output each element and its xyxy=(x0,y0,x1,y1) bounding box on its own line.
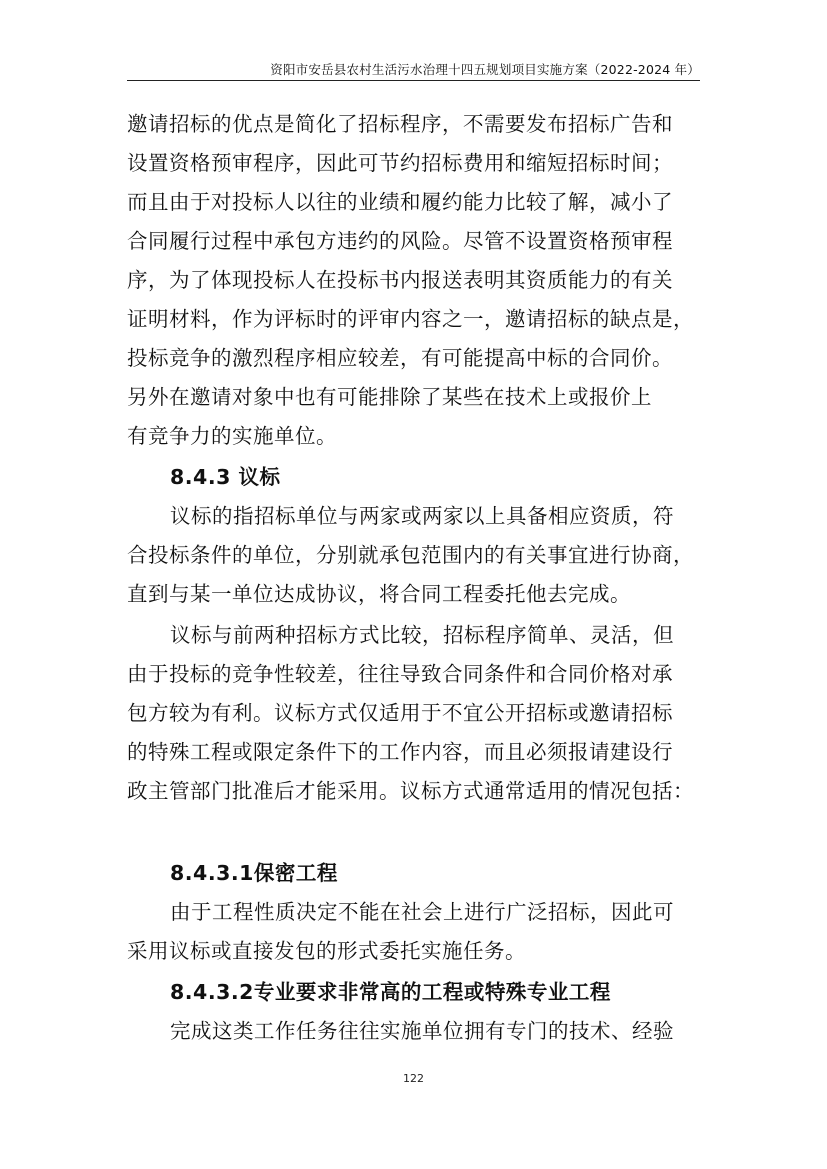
section-heading: 8.4.3.1保密工程 xyxy=(170,861,338,885)
paragraph-line: 邀请招标的优点是简化了招标程序，不需要发布招标广告和 xyxy=(127,112,673,136)
paragraph-line: 另外在邀请对象中也有可能排除了某些在技术上或报价上 xyxy=(127,385,652,409)
paragraph-line: 而且由于对投标人以往的业绩和履约能力比较了解，减小了 xyxy=(127,190,673,214)
header-divider xyxy=(127,80,700,81)
paragraph-line: 投标竞争的激烈程序相应较差，有可能提高中标的合同价。 xyxy=(127,346,673,370)
paragraph-line: 由于投标的竞争性较差，往往导致合同条件和合同价格对承 xyxy=(127,662,673,686)
paragraph-line: 证明材料，作为评标时的评审内容之一，邀请招标的缺点是， xyxy=(127,307,694,331)
paragraph-line: 采用议标或直接发包的形式委托实施任务。 xyxy=(127,939,526,963)
section-heading: 8.4.3 议标 xyxy=(170,465,281,489)
paragraph-line: 完成这类工作任务往往实施单位拥有专门的技术、经验 xyxy=(170,1019,674,1043)
paragraph-line: 合同履行过程中承包方违约的风险。尽管不设置资格预审程 xyxy=(127,229,673,253)
section-heading: 8.4.3.2专业要求非常高的工程或特殊专业工程 xyxy=(170,980,611,1004)
paragraph-line: 设置资格预审程序，因此可节约招标费用和缩短招标时间； xyxy=(127,151,673,175)
paragraph-line: 议标的指招标单位与两家或两家以上具备相应资质，符 xyxy=(170,504,674,528)
header-title: 资阳市安岳县农村生活污水治理十四五规划项目实施方案（2022-2024 年） xyxy=(270,62,700,77)
paragraph-line: 政主管部门批准后才能采用。议标方式通常适用的情况包括： xyxy=(127,779,694,803)
paragraph-line: 包方较为有利。议标方式仅适用于不宜公开招标或邀请招标 xyxy=(127,701,673,725)
paragraph-line: 合投标条件的单位，分别就承包范围内的有关事宜进行协商， xyxy=(127,543,694,567)
paragraph-line: 由于工程性质决定不能在社会上进行广泛招标，因此可 xyxy=(170,900,674,924)
paragraph-line: 有竞争力的实施单位。 xyxy=(127,424,337,448)
page-number: 122 xyxy=(403,1072,424,1085)
paragraph-line: 的特殊工程或限定条件下的工作内容，而且必须报请建设行 xyxy=(127,740,673,764)
paragraph-line: 直到与某一单位达成协议，将合同工程委托他去完成。 xyxy=(127,582,631,606)
paragraph-line: 序，为了体现投标人在投标书内报送表明其资质能力的有关 xyxy=(127,268,673,292)
paragraph-line: 议标与前两种招标方式比较，招标程序简单、灵活，但 xyxy=(170,623,674,647)
